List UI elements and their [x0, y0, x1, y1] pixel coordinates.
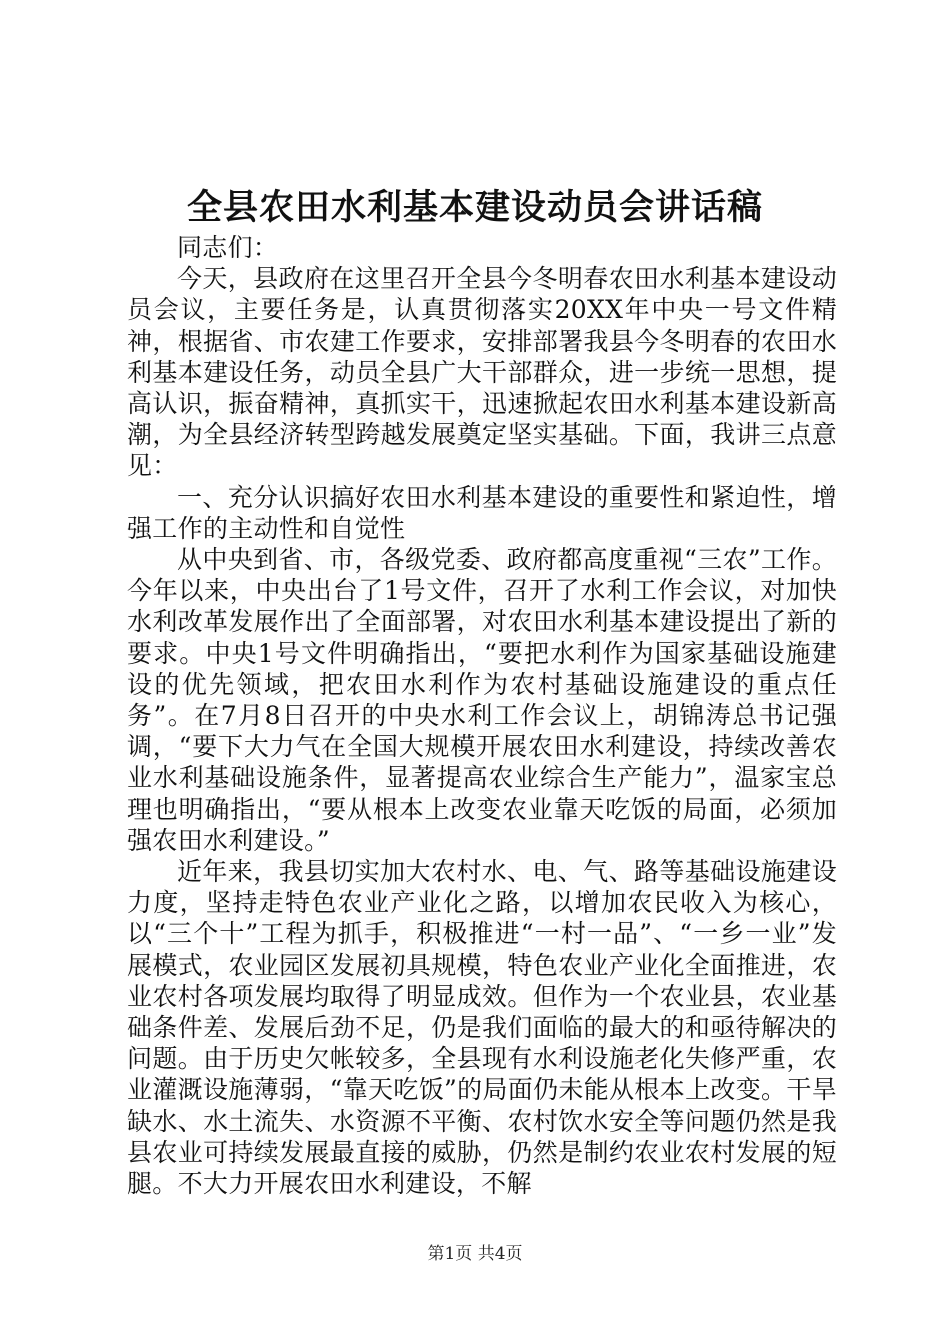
section-heading: 一、充分认识搞好农田水利基本建设的重要性和紧迫性，增强工作的主动性和自觉性 [127, 482, 837, 543]
body-paragraph: 近年来，我县切实加大农村水、电、气、路等基础设施建设力度，坚持走特色农业产业化之路，以增加农民收入为核心，以“三个十”工程为抓手，积极推进“一村一品”、“一乡一业”发展模式，农业园区发展初具规模，特色农业产业化全面推进，农业农村各项发展均取得了明显成效。但作为一个农业县，农业基础条件差、发展后劲不足，仍是我们面临的最大的和亟待解决的问题。由于历史欠帐较多，全县现有水利设施老化失修严重，农业灌溉设施薄弱，“靠天吃饭”的局面仍未能从根本上改变。干旱缺水、水土流失、水资源不平衡、农村饮水安全等问题仍然是我县农业可持续发展最直接的威胁，仍然是制约农业农村发展的短腿。不大力开展农田水利建设，不解 [127, 857, 837, 1199]
body-paragraph: 从中央到省、市，各级党委、政府都高度重视“三农”工作。今年以来，中央出台了1号文件，召开了水利工作会议，对加快水利改革发展作出了全面部署，对农田水利基本建设提出了新的要求。中央1号文件明确指出，“要把水利作为国家基础设施建设的优先领域，把农田水利作为农村基础设施建设的重点任务”。在7月8日召开的中央水利工作会议上，胡锦涛总书记强调，“要下大力气在全国大规模开展农田水利建设，持续改善农业水利基础设施条件，显著提高农业综合生产能力”，温家宝总理也明确指出，“要从根本上改变农业靠天吃饭的局面，必须加强农田水利建设。” [127, 545, 837, 855]
document-body [127, 232, 837, 1199]
document-title: 全县农田水利基本建设动员会讲话稿 [186, 187, 763, 228]
body-paragraph: 今天，县政府在这里召开全县今冬明春农田水利基本建设动员会议，主要任务是，认真贯彻落实20XX年中央一号文件精神，根据省、市农建工作要求，安排部署我县今冬明春的农田水利基本建设任务，动员全县广大干部群众，进一步统一思想，提高认识，振奋精神，真抓实干，迅速掀起农田水利基本建设新高潮，为全县经济转型跨越发展奠定坚实基础。下面，我讲三点意见： [127, 264, 837, 481]
salutation-paragraph: 同志们： [177, 233, 279, 262]
page-number-footer: 第1页 共4页 [427, 1244, 523, 1264]
